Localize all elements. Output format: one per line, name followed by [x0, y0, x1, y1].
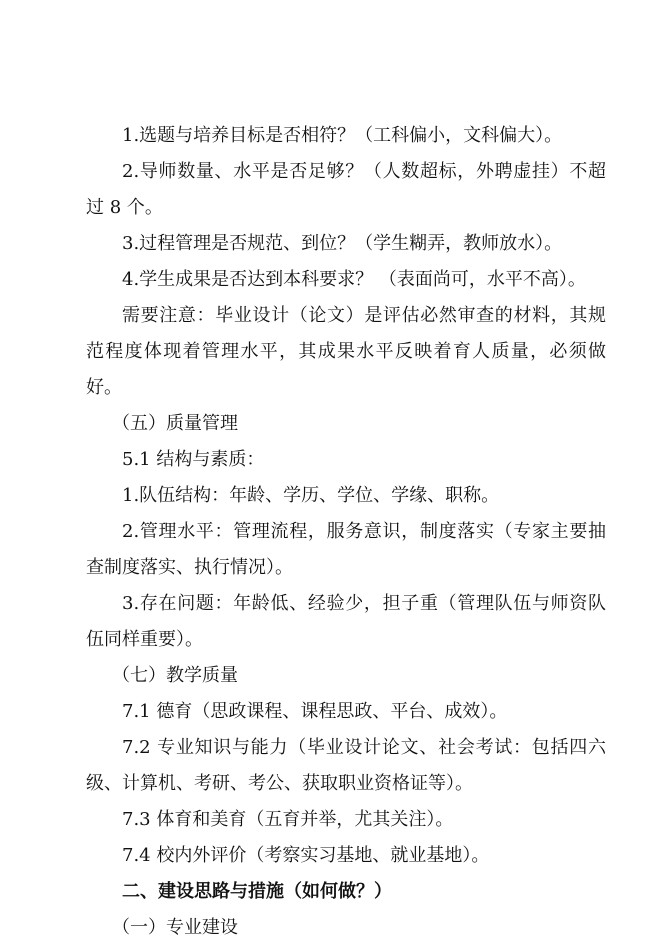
section-heading-major-construction: （一）专业建设 — [112, 917, 238, 938]
document-body — [86, 118, 606, 946]
list-item-evaluation: 7.4 校内外评价（考察实习基地、就业基地）。 — [122, 845, 490, 866]
chapter-heading-construction: 二、建设思路与措施（如何做？） — [122, 881, 392, 902]
list-item-sports-aesthetics: 7.3 体育和美育（五育并举，尤其关注）。 — [122, 809, 454, 830]
list-item-process-management: 3.过程管理是否规范、到位？（学生糊弄，教师放水）。 — [122, 233, 563, 254]
section-heading-quality-management: （五）质量管理 — [112, 413, 238, 434]
subsection-heading-structure: 5.1 结构与素质： — [122, 449, 265, 470]
list-item-advisor-count: 2.导师数量、水平是否足够？（人数超标，外聘虚挂）不超过 8 个。 — [86, 161, 606, 218]
list-item-student-results: 4.学生成果是否达到本科要求？ （表面尚可，水平不高）。 — [122, 269, 586, 290]
list-item-management-level: 2.管理水平：管理流程，服务意识，制度落实（专家主要抽查制度落实、执行情况）。 — [86, 521, 606, 578]
list-item-team-structure: 1.队伍结构：年龄、学历、学位、学缘、职称。 — [122, 485, 500, 506]
note-paragraph: 需要注意：毕业设计（论文）是评估必然审查的材料，其规范程度体现着管理水平，其成果水平反映着育人质量，必须做好。 — [86, 305, 606, 398]
list-item-existing-problems: 3.存在问题：年龄低、经验少，担子重（管理队伍与师资队伍同样重要）。 — [86, 593, 606, 650]
list-item-moral-education: 7.1 德育（思政课程、课程思政、平台、成效）。 — [122, 701, 508, 722]
list-item-topic-match: 1.选题与培养目标是否相符？（工科偏小，文科偏大）。 — [122, 125, 563, 146]
list-item-professional-ability: 7.2 专业知识与能力（毕业设计论文、社会考试：包括四六级、计算机、考研、考公、获取职业资格证等）。 — [86, 737, 606, 794]
section-heading-teaching-quality: （七）教学质量 — [112, 665, 238, 686]
